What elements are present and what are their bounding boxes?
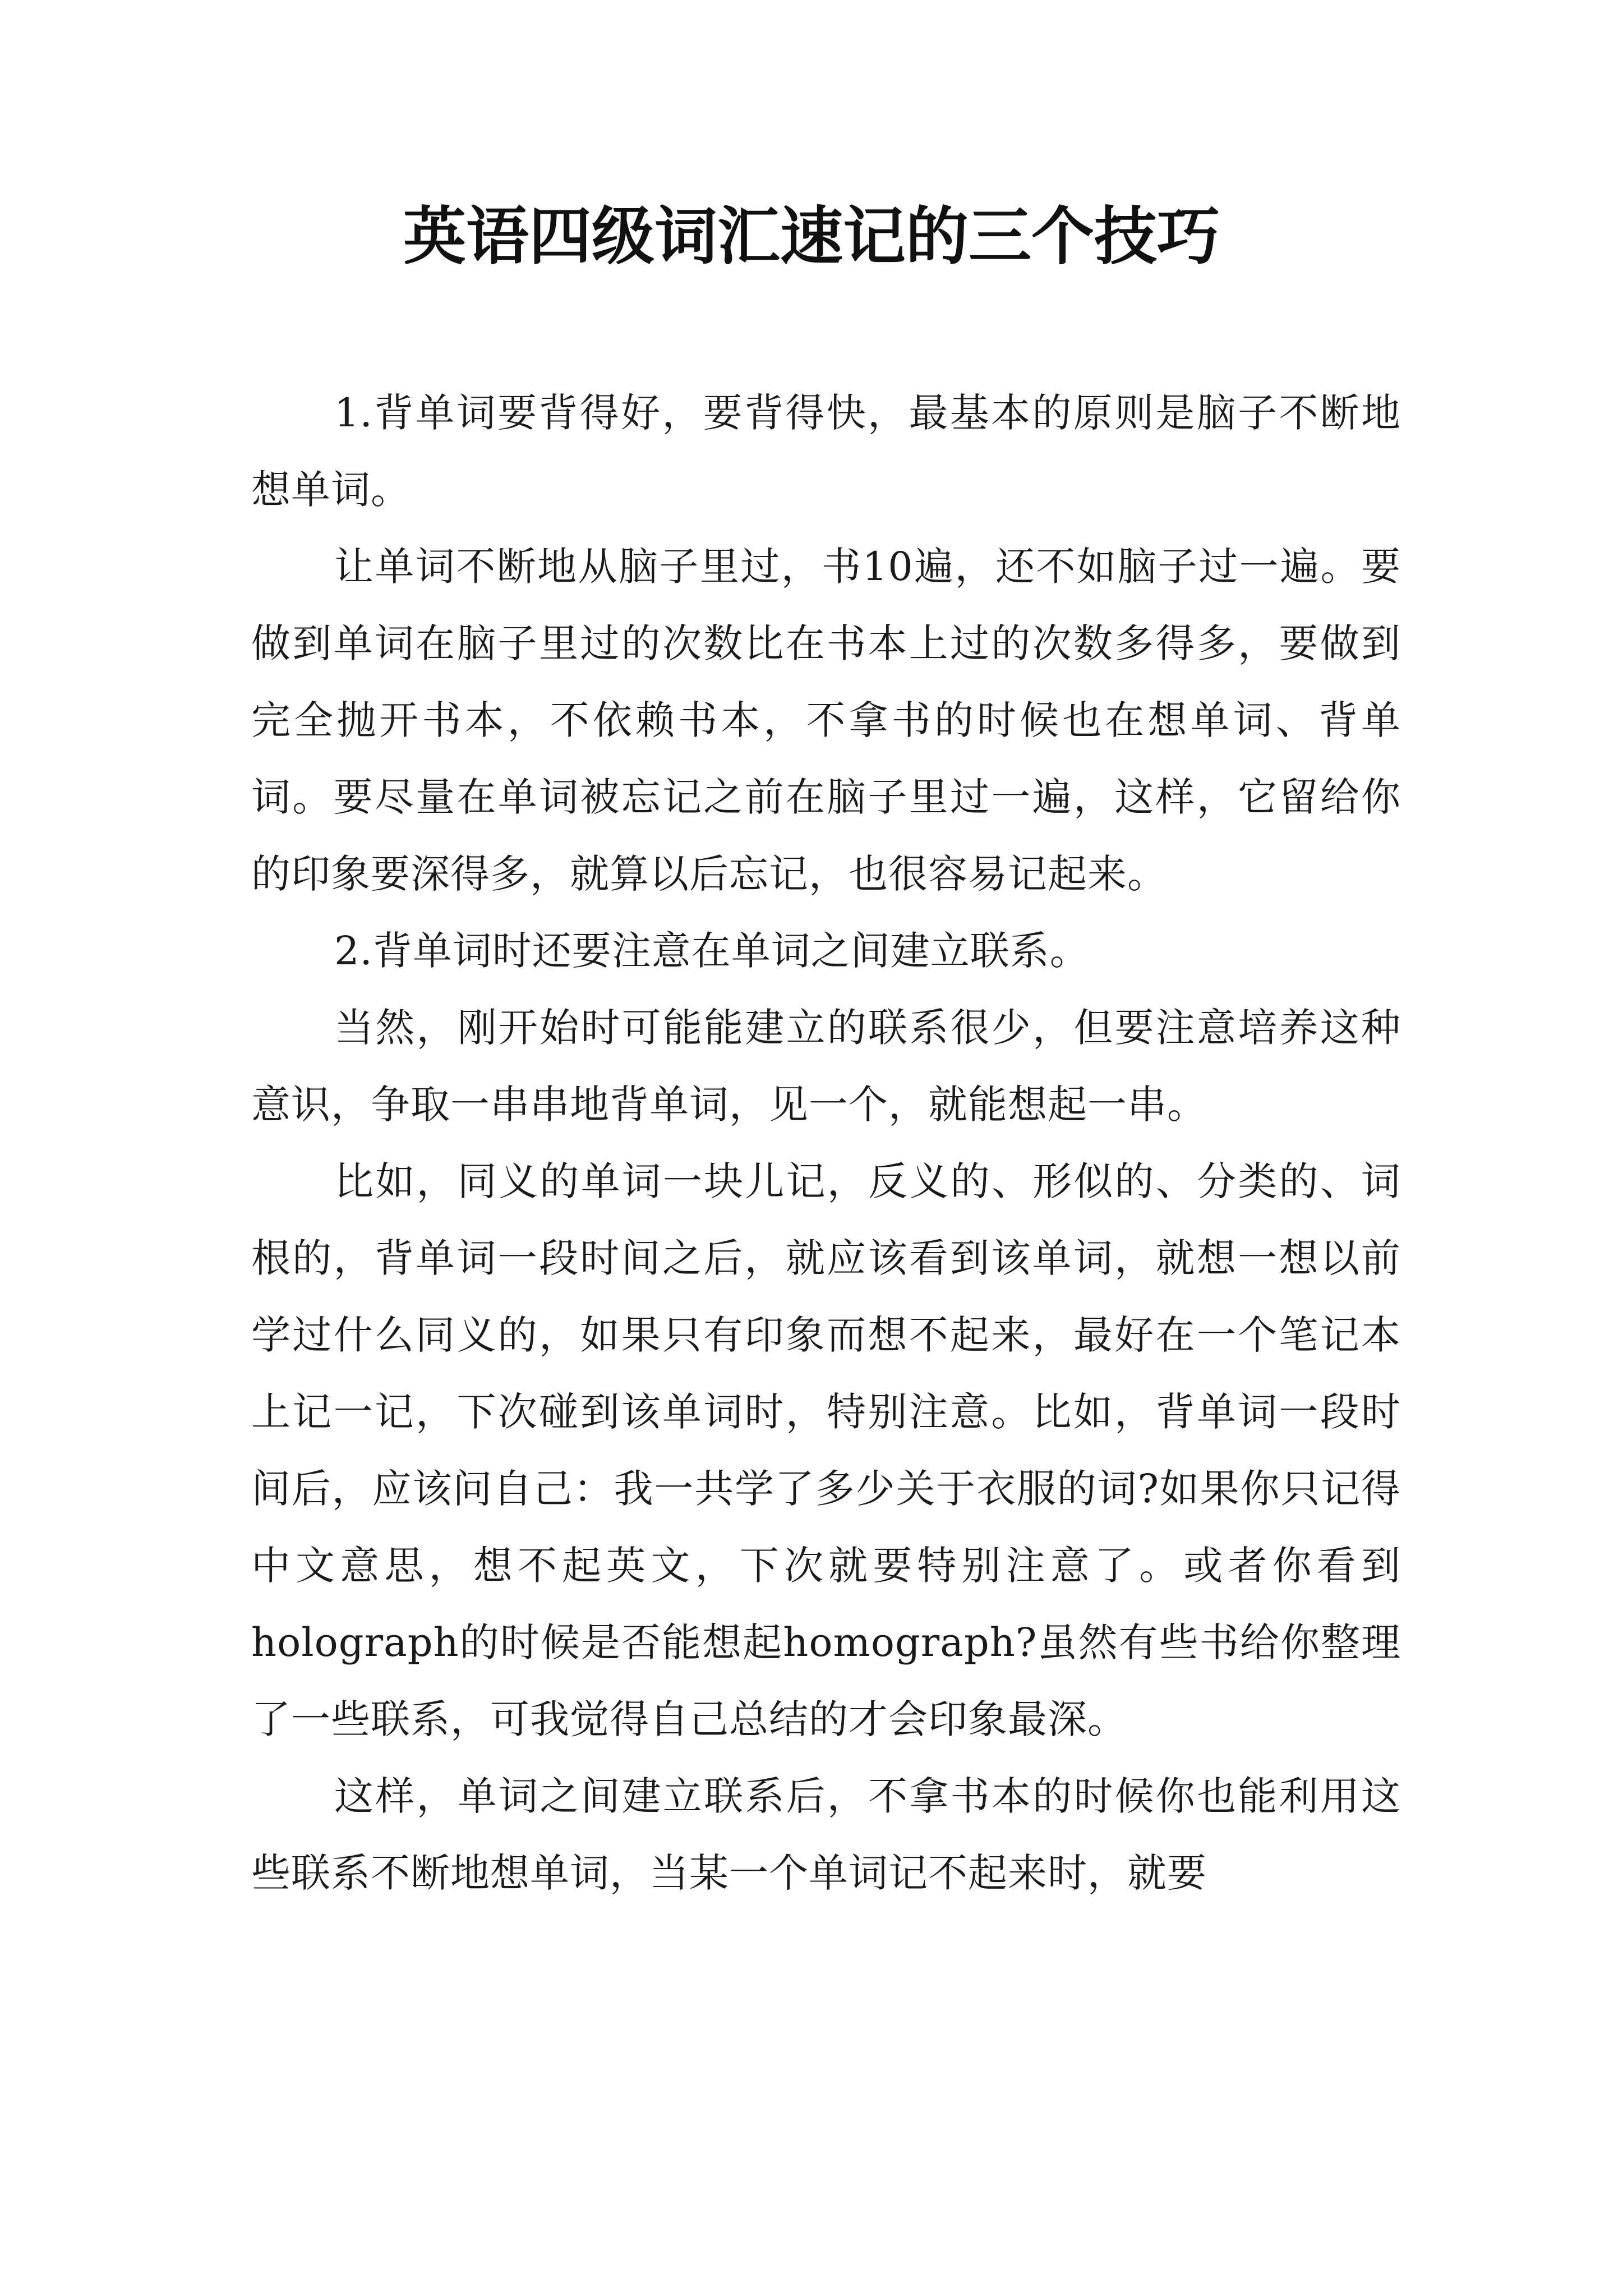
paragraph: 这样，单词之间建立联系后，不拿书本的时候你也能利用这些联系不断地想单词，当某一个单词记不起来时，就要	[251, 1773, 1401, 1896]
paragraph: 当然，刚开始时可能能建立的联系很少，但要注意培养这种意识，争取一串串地背单词，见一个，就能想起一串。	[251, 1005, 1401, 1128]
paragraph: 1.背单词要背得好，要背得快，最基本的原则是脑子不断地想单词。	[251, 390, 1401, 513]
paragraph: 比如，同义的单词一块儿记，反义的、形似的、分类的、词根的，背单词一段时间之后，就应该看到该单词，就想一想以前学过什么同义的，如果只有印象而想不起来，最好在一个笔记本上记一记，下次碰到该单词时，特别注意。比如，背单词一段时间后，应该问自己：我一共学了多少关于衣服的词?如果你只记得中文意思，想不起英文，下次就要特别注意了。或者你看到holograph的时候是否能想起homograph?虽然有些书给你整理了一些联系，可我觉得自己总结的才会印象最深。	[251, 1158, 1401, 1742]
paragraph: 2.背单词时还要注意在单词之间建立联系。	[334, 928, 1090, 974]
document-body	[251, 375, 1401, 1912]
document-title: 英语四级词汇速记的三个技巧	[403, 200, 1220, 273]
paragraph: 让单词不断地从脑子里过，书10遍，还不如脑子过一遍。要做到单词在脑子里过的次数比在书本上过的次数多得多，要做到完全抛开书本，不依赖书本，不拿书的时候也在想单词、背单词。要尽量在单词被忘记之前在脑子里过一遍，这样，它留给你的印象要深得多，就算以后忘记，也很容易记起来。	[251, 544, 1401, 897]
